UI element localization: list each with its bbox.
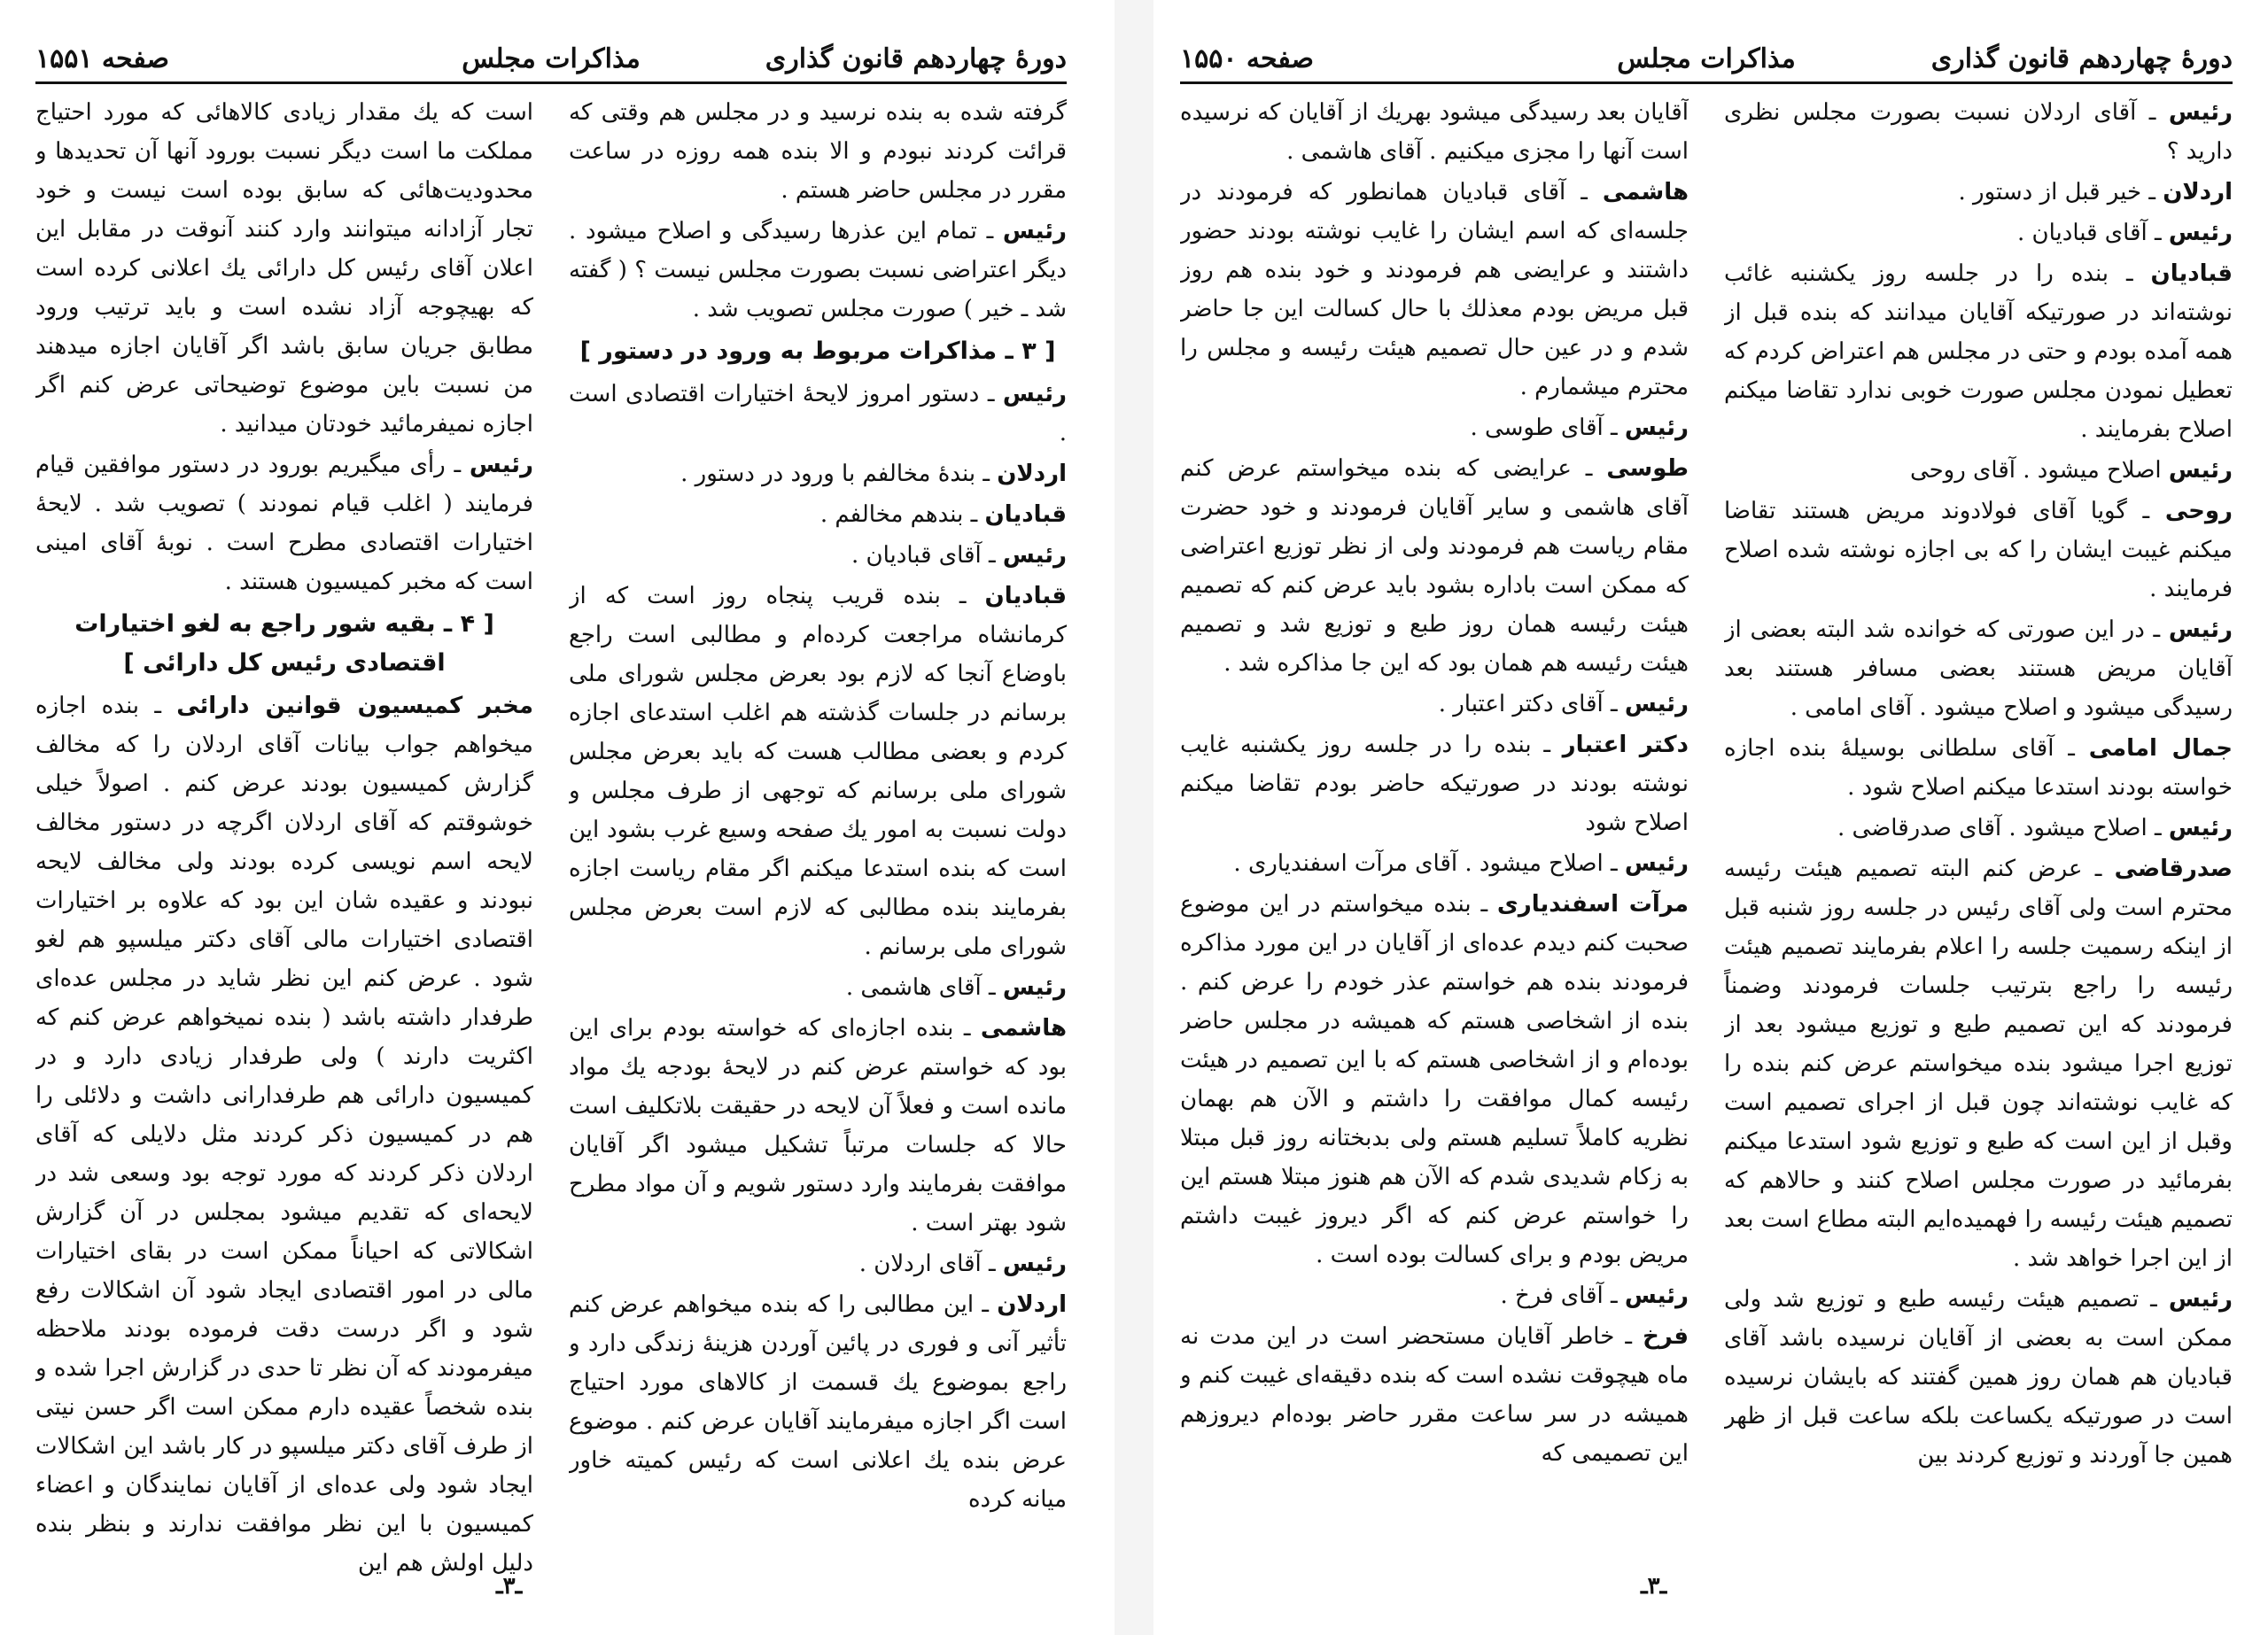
speaker-name: رئیس <box>2168 815 2233 841</box>
speech-text: ـ بنده اجازه میخواهم جواب بیانات آقای اردلان را که مخالف گزارش کمیسیون بودند عرض کنم . اصولاً خیلی خوشوقتم که آقای اردلان اگرچه در دستور مخالف لایحه اسم نویسی کرده بودند ولی مخالف لایحه نبودند و عقیده شان این بود که علاوه بر اختیارات اقتصادی اختیارات مالی آقای دکتر میلسپو هم لغو شود . عرض کنم این نظر شاید در مجلس عده‌ای طرفدار داشته باشد ( بنده نمیخواهم عرض کنم که اکثریت دارند ) ولی طرفدار زیادی دارد و در کمیسیون دارائی هم طرفدارانی داشت و دلائلی را هم در کمیسیون ذکر کردند مثل دلایلی که آقای اردلان ذکر کردند که مورد توجه بود وسعی شد در لایحه‌ای که تقدیم میشود بمجلس در آن گزارش اشکالاتی که احیاناً ممکن است در بقای اختیارات مالی در امور اقتصادی ایجاد شود آن اشکالات رفع شود و اگر درست دقت فرموده بودند ملاحظه میفرمودند که آن نظر تا حدی در گزارش اجرا شده و بنده شخصاً عقیده دارم ممکن است اگر حسن نیتی از طرف آقای دکتر میلسپو در کار باشد این اشکالات ایجاد شود ولی عده‌ای از آقایان نمایندگان و اعضاء کمیسیون با این نظر موافقت ندارند و بنظر بنده دلیل اولش هم این <box>35 693 533 1577</box>
speaker-name: رئیس <box>469 452 533 478</box>
speaker-name: رئیس <box>1002 381 1067 407</box>
speech-text: ـ خیر قبل از دستور . <box>1958 179 2163 205</box>
paragraph <box>1180 685 1689 724</box>
speaker-name: مخبر کمیسیون قوانین دارائی <box>176 693 533 719</box>
speaker-name: اردلان <box>2163 179 2233 205</box>
speech-text: ـ اصلاح میشود . آقای مرآت اسفندیاری . <box>1233 850 1625 877</box>
page-header <box>35 35 1067 84</box>
page-1551 <box>0 0 1115 1635</box>
page-marker: ـ۳ـ <box>1641 1573 1667 1600</box>
speech-text: ـ آقای فرخ . <box>1500 1282 1625 1309</box>
speaker-name: هاشمی <box>980 1015 1067 1042</box>
speech-text: ـ آقای اردلان . <box>858 1251 1003 1277</box>
speech-text: ـ آقای قبادیان . <box>2016 220 2169 246</box>
paragraph <box>35 93 533 444</box>
speech-text: ـ آقای دکتر اعتبار . <box>1438 691 1625 717</box>
speech-text: ـ آقای اردلان نسبت بصورت مجلس نظری دارید ؟ <box>1724 99 2233 165</box>
column-left <box>35 93 533 1599</box>
paragraph <box>569 375 1067 453</box>
speech-text: اصلاح میشود . آقای روحی <box>1909 457 2169 484</box>
speaker-name: صدرقاضی <box>2114 856 2233 882</box>
speaker-name: طوسی <box>1606 455 1689 482</box>
speaker-name: رئیس <box>1624 850 1689 877</box>
speaker-name: قبادیان <box>984 583 1067 609</box>
speech-text: ـ گویا آقای فولادوند مریض هستند تقاضا میکنم غیبت ایشان را که بی اجازه نوشته شده اصلاح فرمایند . <box>1724 498 2233 602</box>
paragraph <box>35 446 533 601</box>
paragraph <box>1724 254 2233 449</box>
section-title: مذاکرات مجلس <box>462 43 641 74</box>
speaker-name: رئیس <box>1002 974 1067 1001</box>
paragraph <box>1724 173 2233 212</box>
speaker-name: رئیس <box>2168 99 2233 126</box>
section-heading: [ ۴ ـ بقیه شور راجع به لغو اختیارات اقتصادی رئیس کل دارائی ] <box>74 610 494 677</box>
column-right <box>1724 93 2233 1599</box>
speech-text: ـ تصمیم هیئت رئیسه طبع و توزیع شد ولی ممکن است به بعضی از آقایان نرسیده باشد آقای قبادیان هم همان روز همین گفتند که بایشان نرسیده است در صورتیکه یکساعت بلکه ساعت قبل از ظهر همین جا آوردند و توزیع کردند بین <box>1724 1286 2233 1468</box>
paragraph <box>569 536 1067 575</box>
page-number: صفحه ۱۵۵۰ <box>1180 43 1314 74</box>
paragraph <box>569 93 1067 210</box>
speech-text: ـ بنده میخواستم در این موضوع صحبت کنم دیدم عده‌ای از آقایان در این مورد مذاکره فرمودند بنده هم خواستم عذر خودم را عرض کنم . بنده از اشخاصی هستم که همیشه در مجلس حاضر بوده‌ام و از اشخاصی هستم که با این تصمیم در هیئت رئیسه کمال موافقت را داشتم و الآن هم بهمان نظریه کاملاً تسلیم هستم ولی بدبختانه روز قبل مبتلا به زکام شدیدی شدم که الآن هم هنوز مبتلا هستم این را خواستم عرض کنم که اگر دیروز غیبت داشتم مریض بودم و برای کسالت بوده است . <box>1180 891 1689 1268</box>
speech-text: آقایان بعد رسیدگی میشود بهریك از آقایان که نرسیده است آنها را مجزی میکنیم . آقای هاشمی . <box>1180 99 1689 165</box>
speaker-name: اردلان <box>997 1291 1067 1318</box>
speech-text: ـ آقای سلطانی بوسیلهٔ بنده اجازه خواسته بودند استدعا میکنم اصلاح شود . <box>1724 735 2233 801</box>
speaker-name: رئیس <box>2168 220 2233 246</box>
speaker-name: رئیس <box>1002 218 1067 244</box>
paragraph <box>569 968 1067 1007</box>
paragraph <box>1724 451 2233 490</box>
speech-text: ـ بنده را در جلسه روز یکشنبه غائب نوشته‌اند در صورتیکه آقایان میدانند که بنده قبل از همه آمده بودم و حتی در مجلس هم اعتراض کردم که تعطیل نمودن مجلس صورت خوبی ندارد تقاضا میکنم اصلاح بفرمایند . <box>1724 260 2233 443</box>
journal-title: دورهٔ چهاردهم قانون گذاری <box>1930 43 2233 74</box>
speaker-name: رئیس <box>1002 1251 1067 1277</box>
speaker-name: جمال امامی <box>2088 735 2233 762</box>
section-title: مذاکرات مجلس <box>1617 43 1796 74</box>
speaker-name: روحی <box>2164 498 2233 524</box>
paragraph <box>35 686 533 1583</box>
column-right <box>569 93 1067 1599</box>
speech-text: ـ اصلاح میشود . آقای صدرقاضی . <box>1837 815 2169 841</box>
speaker-name: اردلان <box>997 461 1067 487</box>
paragraph <box>1180 93 1689 171</box>
speech-text: ـ آقای قبادیان همانطور که فرمودند در جلسه‌ای که اسم ایشان را غایب نوشته بودند حضور داشتند و عرایضی هم فرمودند و خود بنده هم روز قبل مریض بودم معذلك با حال کسالت این جا حاضر شدم و در عین حال تصمیم هیئت رئیسه و مجلس را محترم میشمارم . <box>1180 179 1689 400</box>
paragraph <box>1724 1280 2233 1475</box>
paragraph <box>569 495 1067 534</box>
page-marker: ـ۳ـ <box>496 1573 523 1600</box>
speech-text: ـ تمام این عذرها رسیدگی و اصلاح میشود . دیگر اعتراضی نسبت بصورت مجلس نیست ؟ ( گفته شد ـ خیر ) صورت مجلس تصویب شد . <box>569 218 1067 322</box>
speech-text: ـ عرایضی که بنده میخواستم عرض کنم آقای هاشمی و سایر آقایان فرمودند و خود حضرت مقام ریاست هم فرمودند ولی از نظر توزیع اعتراضی که ممکن است باداره بشود باید عرض کنم که تصمیم هیئت رئیسه همان روز طبع و توزیع شد و تصمیم هیئت رئیسه هم همان بود که این جا مذاکره شد . <box>1180 455 1689 677</box>
speech-text: ـ بنده را در جلسه روز یکشنبه غایب نوشته بودند در صورتیکه حاضر بودم تقاضا میکنم اصلاح شود <box>1180 732 1689 836</box>
page-1550 <box>1153 0 2268 1635</box>
speech-text: ـ رأی میگیریم بورود در دستور موافقین قیام فرمایند ( اغلب قیام نمودند ) تصویب شد . لایحهٔ اختیارات اقتصادی مطرح است . نوبهٔ آقای امینی است که مخبر کمیسیون هستند . <box>35 452 533 595</box>
paragraph <box>1180 1317 1689 1473</box>
paragraph <box>569 1009 1067 1243</box>
paragraph <box>569 212 1067 329</box>
paragraph <box>1724 213 2233 252</box>
speech-text: ـ آقای قبادیان . <box>850 542 1003 569</box>
speech-text: ـ بنده قریب پنجاه روز است که از کرمانشاه مراجعت کرده‌ام و مطالبی است راجع باوضاع آنجا که لازم بود بعرض مجلس شورای ملی برسانم در جلسات گذشته هم اغلب استدعای اجازه کردم و بعضی مطالب هست که باید بعرض مجلس شورای ملی برسانم که توجهی از طرف مجلس و دولت نسبت به امور یك صفحه وسیع غرب بشود این است که بنده استدعا میکنم اگر مقام ریاست اجازه بفرمایند بنده مطالبی که لازم است بعرض مجلس شورای ملی برسانم . <box>569 583 1067 960</box>
speech-text: ـ بندهم مخالفم . <box>819 501 985 528</box>
paragraph <box>569 454 1067 493</box>
column-left <box>1180 93 1689 1599</box>
speaker-name: هاشمی <box>1602 179 1689 205</box>
speech-text: است که یك مقدار زیادی کالاهائی که مورد احتیاج مملکت ما است دیگر نسبت بورود آنها آن تحدیدها و محدودیت‌هائی که سابق بوده است نیست و خود تجار آزادانه میتوانند وارد کنند آنوقت در مقابل این اعلان آقای رئیس کل دارائی یك اعلانی کرده است که بهیچوجه آزاد نشده است و باید ترتیب ورود مطابق جریان سابق باشد اگر آقایان اجازه میدهند من نسبت باین موضوع توضیحاتی عرض کنم اگر اجازه نمیفرمائید خودتان میدانید . <box>35 99 533 438</box>
paragraph <box>1724 809 2233 848</box>
speech-text: ـ آقای طوسی . <box>1470 415 1625 441</box>
paragraph <box>1724 849 2233 1278</box>
speech-text: ـ بندهٔ مخالفم با ورود در دستور . <box>680 461 998 487</box>
paragraph <box>1180 408 1689 447</box>
speaker-name: رئیس <box>1624 691 1689 717</box>
paragraph <box>1180 844 1689 883</box>
paragraph <box>1724 729 2233 807</box>
journal-title: دورهٔ چهاردهم قانون گذاری <box>765 43 1067 74</box>
speech-text: گرفته شده به بنده نرسید و در مجلس هم وقتی که قرائت کردند نبودم و الا بنده همه روزه در ساعت مقرر در مجلس حاضر هستم . <box>569 99 1067 204</box>
paragraph <box>1724 610 2233 727</box>
speech-text: ـ دستور امروز لایحهٔ اختیارات اقتصادی است . <box>569 381 1067 446</box>
paragraph <box>569 1285 1067 1519</box>
section-heading: [ ۳ ـ مذاکرات مربوط به ورود در دستور ] <box>579 337 1056 365</box>
page-number: صفحه ۱۵۵۱ <box>35 43 169 74</box>
speaker-name: قبادیان <box>984 501 1067 528</box>
speaker-name: رئیس <box>2168 616 2233 643</box>
paragraph <box>1180 885 1689 1275</box>
paragraph <box>1180 725 1689 842</box>
paragraph <box>569 577 1067 966</box>
page-header <box>1180 35 2233 84</box>
speech-text: ـ این مطالبی را که بنده میخواهم عرض کنم تأثیر آنی و فوری در پائین آوردن هزینهٔ زندگی دارد و راجع بموضوع یك قسمت از کالاهای مورد احتیاج است اگر اجازه میفرمایند آقایان عرض کنم . موضوع عرض بنده یك اعلانی است که رئیس کمیته خاور میانه کرده <box>569 1291 1067 1513</box>
speaker-name: رئیس <box>1624 1282 1689 1309</box>
speaker-name: مرآت اسفندیاری <box>1496 891 1689 918</box>
speaker-name: فرخ <box>1643 1323 1689 1350</box>
paragraph <box>1180 449 1689 683</box>
paragraph <box>1724 93 2233 171</box>
speaker-name: قبادیان <box>2150 260 2233 287</box>
paragraph <box>1724 492 2233 608</box>
speech-text: ـ بنده اجازه‌ای که خواسته بودم برای این بود که خواستم عرض کنم در لایحهٔ بودجه یك مواد مانده است و فعلاً آن لایحه در حقیقت بلاتکلیف است حالا که جلسات مرتباً تشکیل میشود اگر آقایان موافقت بفرمایند وارد دستور شویم و آن مواد مطرح شود بهتر است . <box>569 1015 1067 1236</box>
paragraph <box>569 1244 1067 1283</box>
speech-text: ـ در این صورتی که خوانده شد البته بعضی از آقایان مریض هستند بعضی مسافر هستند بعد رسیدگی میشود و اصلاح میشود . آقای امامی . <box>1724 616 2233 721</box>
speech-text: ـ خاطر آقایان مستحضر است در این مدت نه ماه هیچوقت نشده است که بنده دقیقه‌ای غیبت کنم و همیشه در سر ساعت مقرر حاضر بوده‌ام دیروزهم این تصمیمی که <box>1180 1323 1689 1467</box>
speaker-name: رئیس <box>1002 542 1067 569</box>
paragraph <box>1180 173 1689 407</box>
paragraph <box>1180 1276 1689 1315</box>
gutter <box>1115 0 1153 1635</box>
speech-text: ـ عرض کنم البته تصمیم هیئت رئیسه محترم است ولی آقای رئیس در جلسه روز شنبه قبل از اینکه رسمیت جلسه را اعلام بفرمایند تصمیم هیئت رئیسه را راجع بترتیب جلسات فرمودند وضمناً فرمودند که این تصمیم طبع و توزیع میشود بعد از توزیع اجرا میشود بنده میخواستم عرض کنم بنده را که غایب نوشته‌اند چون قبل از اجرای تصمیم است وقبل از این است که طبع و توزیع شود استدعا میکنم بفرمائید در صورت مجلس اصلاح کنند و حالاهم که تصمیم هیئت رئیسه را فهمیده‌ایم البته مطاع است بعد از این اجرا خواهد شد . <box>1724 856 2233 1272</box>
speaker-name: رئیس <box>1624 415 1689 441</box>
speaker-name: رئیس <box>2168 457 2233 484</box>
speaker-name: رئیس <box>2168 1286 2233 1313</box>
speech-text: ـ آقای هاشمی . <box>845 974 1003 1001</box>
speaker-name: دکتر اعتبار <box>1562 732 1689 758</box>
